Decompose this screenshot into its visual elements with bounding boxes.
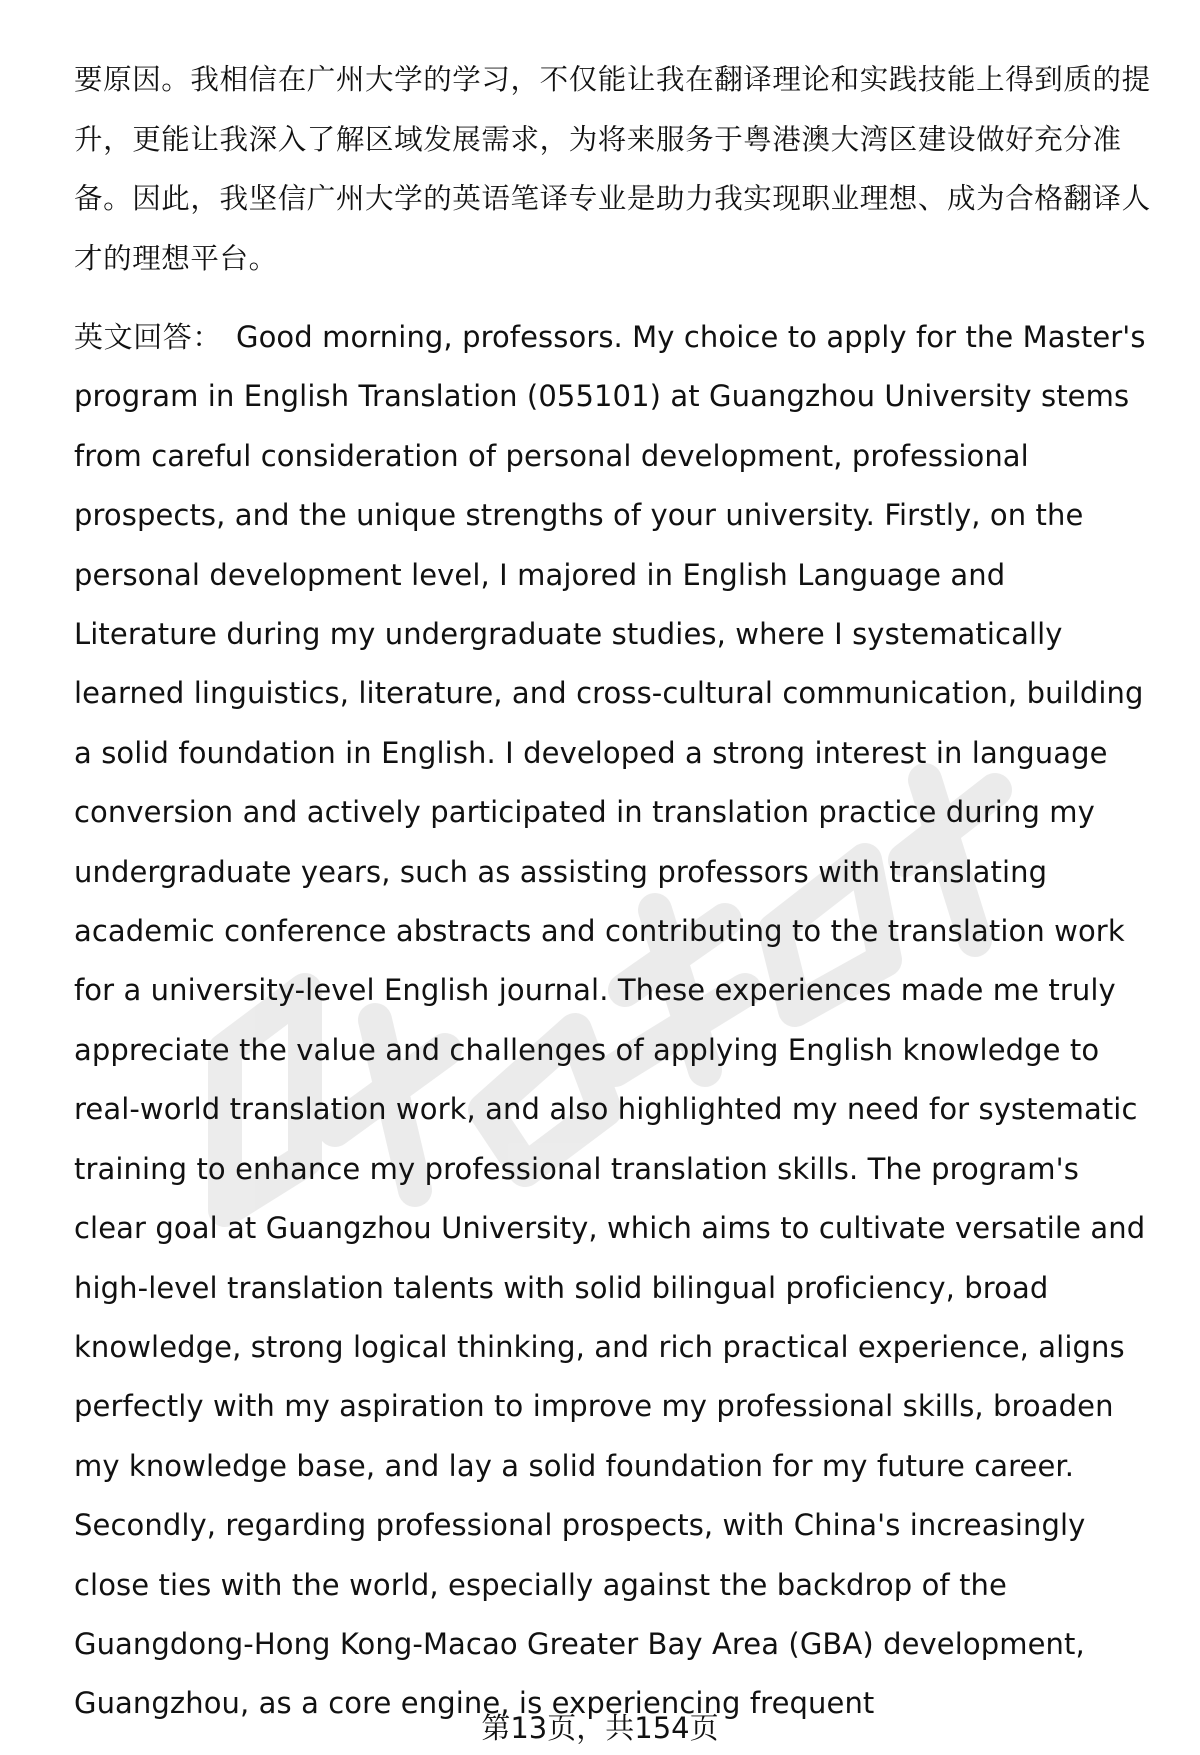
chinese-paragraph: 要原因。我相信在广州大学的学习，不仅能让我在翻译理论和实践技能上得到质的提升，更能让我深入了解区域发展需求，为将来服务于粤港澳大湾区建设做好充分准备。因此，我坚信广州大学的英语笔译专业是助力我实现职业理想、成为合格翻译人才的理想平台。 (74, 63, 1151, 275)
page-number-footer: 第13页，共154页 (481, 1711, 719, 1745)
document-body (74, 50, 1152, 1734)
english-answer-text: Good morning, professors. My choice to apply for the Master's program in English Translation (055101) at Guangzhou University stems from careful consideration of personal development, professional prospects, and the unique strengths of your university. Firstly, on the personal development level, I majored in English Language and Literature during my undergraduate studies, where I systematically learned linguistics, literature, and cross-cultural communication, building a solid foundation in English. I developed a strong interest in language conversion and actively participated in translation practice during my undergraduate years, such as assisting professors with translating academic conference abstracts and contributing to the translation work for a university-level English journal. These experiences made me truly appreciate the value and challenges of applying English knowledge to real-world translation work, and also highlighted my need for systematic training to enhance my professional translation skills. The program's clear goal at Guangzhou University, which aims to cultivate versatile and high-level translation talents with solid bilingual proficiency, broad knowledge, strong logical thinking, and rich practical experience, aligns perfectly with my aspiration to improve my professional skills, broaden my knowledge base, and lay a solid foundation for my future career. Secondly, regarding professional prospects, with China's increasingly close ties with the world, especially against the backdrop of the Guangdong-Hong Kong-Macao Greater Bay Area (GBA) development, Guangzhou, as a core engine, is experiencing frequent (74, 320, 1146, 1721)
english-answer-paragraph (74, 308, 1152, 1734)
answer-prefix: 英文回答： (74, 320, 223, 354)
